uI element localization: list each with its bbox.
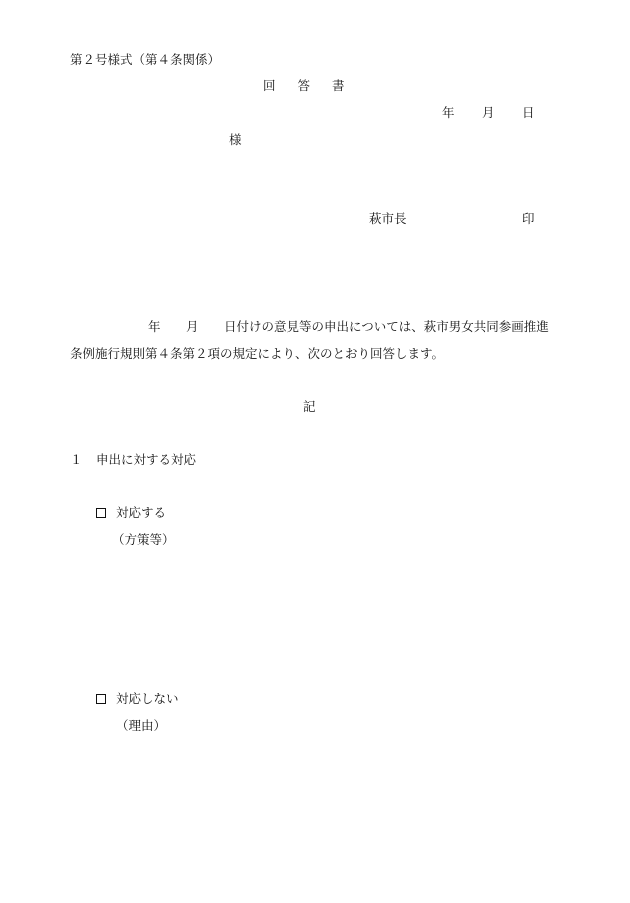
form-label: 第２号様式（第４条関係）	[70, 52, 221, 67]
respond-checkbox[interactable]	[96, 508, 106, 518]
not-respond-checkbox[interactable]	[96, 694, 106, 704]
body-year-label: 年	[148, 319, 161, 334]
measures-sublabel: （方策等）	[112, 532, 175, 547]
respond-label: 対応する	[116, 505, 167, 520]
section-number: １	[70, 452, 83, 467]
addressee-suffix: 様	[229, 132, 242, 147]
ki-heading: 記	[303, 399, 316, 414]
date-month-label: 月	[482, 105, 495, 120]
issuer-name: 萩市長	[369, 211, 407, 226]
body-text-line2: 条例施行規則第４条第２項の規定により、次のとおり回答します。	[70, 346, 445, 361]
seal-mark: 印	[522, 211, 535, 226]
reason-sublabel: （理由）	[116, 718, 167, 733]
not-respond-label: 対応しない	[116, 691, 179, 706]
date-year-label: 年	[442, 105, 455, 120]
date-day-label: 日	[522, 105, 535, 120]
body-month-label: 月	[186, 319, 199, 334]
body-text-line1: 日付けの意見等の申出については、萩市男女共同参画推進	[224, 319, 549, 334]
document-title: 回答書	[263, 78, 367, 93]
section-heading: 申出に対する対応	[96, 452, 197, 467]
